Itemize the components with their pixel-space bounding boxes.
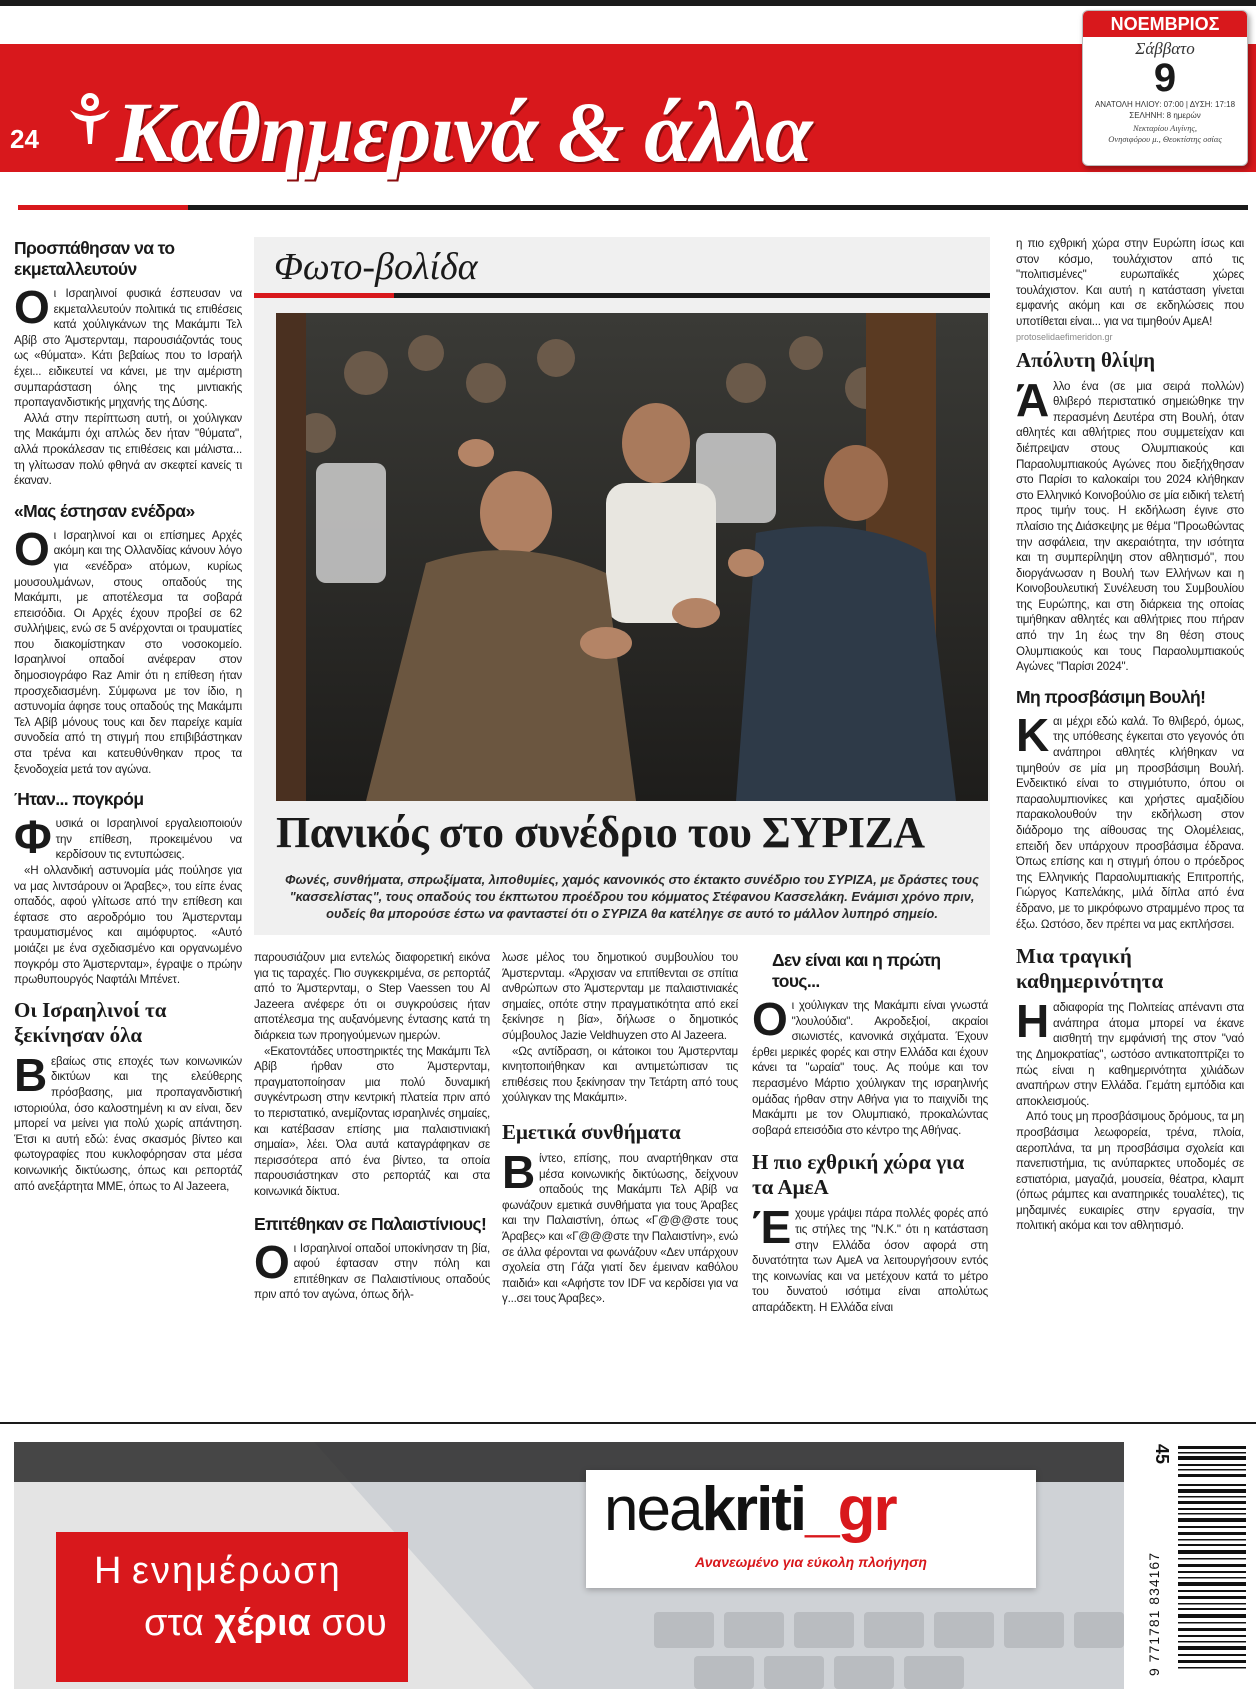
paragraph-text: ι χούλιγκαν της Μακάμπι είναι γνωστά "λουλούδια". Ακροδεξιοί, ακραίοι σιωνιστές, κανονικά σιχάματα. Έχουν έρθει μερικές φορές και στην Ελλάδα και έχουν κάνει τα "ωραία" τους. Ας πούμε και τον περασμένο Μάρτιο χούλιγκαν της ισραηλινής ομάδας ήρθαν στην Αθήνα για το παιχνίδι της Μακάμπι με τον Ολυμπιακό, προκαλώντας σοβαρά επεισόδια στο κέντρο της Αθήνας. [752,999,988,1137]
ad-slogan-line-2 [144,1602,387,1645]
ad-text: ενημέρωση [132,1550,342,1592]
paragraph-text: αι μέχρι εδώ καλά. Το θλιβερό, όμως, της υπόθεσης έγκειται στο γεγονός ότι ανάπηροι αθλητές κλήθηκαν να τιμηθούν σε μία μη προσβάσιμη Βουλή. Ενδεικτικό είναι το στιγμιότυπο, όπου οι παραολυμπιονίκες και χρήστες αμαξιδίου παρακολουθούν την εκδήλωση στον διάδρομο της αίθουσας της Ολομέλειας, επειδή δεν υπάρχουν προσβάσιμα έδρανα. Όπως επίσης και η στιγμή όπου ο πρόεδρος της Ελληνικής Παραολυμπιακής Επιτροπής, Γιώργος Καπελάκης, μιλά δίπλα από ένα έδρανο, με το μικρόφωνο στραμμένο προς τα έξω. Ωστόσο, δεν πρέπει να μας εκπλήσσει. [1016,714,1244,931]
barcode-number: 9 771781 834167 [1146,1552,1162,1676]
barcode [1142,1440,1252,1680]
article-paragraph [254,1235,490,1303]
article-heading: Ήταν... πογκρόμ [14,789,144,810]
calendar-moon: ΣΕΛΗΝΗ: 8 ημερών [1129,111,1201,120]
drop-cap: Ο [752,993,788,1045]
article-paragraph [14,1048,242,1194]
paragraph-text: ι Ισραηλινοί και οι επίσημες Αρχές ακόμη και της Ολλανδίας κάνουν λόγο για «ενέδρα» ατόμων, κυρίως μουσουλμάνων, στους οπαδούς της Μακάμπι, με αποτέλεσμα τα σοβαρά επεισόδια. Οι Αρχές έχουν προβεί σε 62 συλλήψεις, ενώ σε 5 ανέρχονται οι τραυματίες που διακομίστηκαν στο νοσοκομείο. Ισραηλινοί οπαδοί ανέφεραν στον δημοσιογράφο Raz Amir ότι η επίθεση ήταν προσχεδιασμένη. Σύμφωνα με τον ίδιο, η αστυνομία άφησε τους οπαδούς της Μακάμπι Τελ Αβίβ μόνους τους και δεν παρείχε καμία συνοδεία από τη στιγμή που επιβιβάστηκαν στα τρένα και κατευθύνθηκαν προς τα ξενοδοχεία μετά τον αγώνα. [14,528,242,776]
paragraph-text: ι Ισραηλινοί οπαδοί υποκίνησαν τη βία, αφού έφτασαν στην πόλη και επιτέθηκαν σε Παλαιστίνιους οπαδούς πριν από τον αγώνα, όπως δήλ- [254,1241,490,1302]
drop-cap: Β [502,1145,536,1198]
feature-headline: Πανικός στο συνέδριο του ΣΥΡΙΖΑ [276,808,925,857]
watermark-text: protoselidaefimeridon.gr [1016,331,1113,342]
header-rule-red [18,205,188,210]
article-heading: Εμετικά συνθήματα [502,1119,681,1144]
news-photo [276,313,988,801]
drop-cap: Β [14,1048,48,1101]
advertisement[interactable] [14,1442,1124,1689]
drop-cap: Φ [14,811,52,864]
calendar-saints-line-2: Ονησιφόρου μ., Θεοκτίστης οσίας [1108,134,1222,144]
date-calendar-box [1082,10,1248,166]
ad-text: Η [94,1550,132,1592]
ad-text: σου [310,1602,387,1644]
drop-cap: Ο [14,281,50,333]
article-paragraph [1016,708,1244,932]
paragraph-text: αδιαφορία της Πολιτείας απέναντι στα ανάπηρα άτομα μπορεί να έκανε αισθητή την εμφάνισή της στον "ναό της Δημοκρατίας", ωστόσο αντικατοπτρίζει το πώς είναι η καθημερινότητα χιλιάδων αναπήρων στην Ελλάδα. Γεμάτη εμπόδια και αποκλεισμούς. [1016,1001,1244,1108]
calendar-saints-line-1: Νεκταρίου Αιγίνης, [1133,123,1197,133]
left-column [14,238,242,1418]
article-heading: Απόλυτη θλίψη [1016,347,1156,372]
column-2 [254,950,490,1420]
ad-brand-box[interactable] [586,1470,1036,1588]
ad-brand-logo [604,1474,896,1545]
calendar-saints [1083,123,1247,145]
article-heading: «Μας έστησαν ενέδρα» [14,500,195,521]
article-heading: Δεν είναι και η πρώτη τους... [772,950,941,991]
article-heading: Οι Ισραηλινοί τα ξεκίνησαν όλα [14,997,167,1047]
article-paragraph: παρουσιάζουν μια εντελώς διαφορετική εικόνα για τις ταραχές. Πιο συγκεκριμένα, σε ρεπορτάζ από το Άμστερνταμ, ο Step Vaessen του Al Jazeera ανέφερε ότι οι συγκρούσεις ήταν αποτέλεσμα της αυξανόμενης έντασης κατά τη διάρκεια των προηγούμενων ημερών. [254,951,490,1042]
header-top-rule [0,0,1256,6]
section-title: Καθημερινά & άλλα [116,84,812,180]
right-column [1016,236,1244,1420]
calendar-month: ΝΟΕΜΒΡΙΟΣ [1083,11,1247,37]
header-rule-black [188,205,1248,210]
paragraph-text: λλο ένα (σε μια σειρά πολλών) θλιβερό περιστατικό σημειώθηκε την περασμένη Δευτέρα στη Βουλή, όταν αθλητές και αθλήτριες που συμμετείχαν και διέπρεψαν στους Ολυμπιακούς και Παραολυμπιακούς Αγώνες που διεξήχθησαν στο Παρίσι το καλοκαίρι του 2024 κλήθηκαν στο Ελληνικό Κοινοβούλιο σε μία ειδική τελετή προς τιμήν τους. Η εκδήλωση έγινε στο πλαίσιο της Διάσκεψης με θέμα "Προωθώντας την ασφάλεια, την ακεραιότητα, την ισότητα και τη συμπερίληψη στον αθλητισμό", που διοργάνωσαν η Βουλή των Ελλήνων και η Κοινοβουλευτική Συνέλευση του Συμβουλίου της Ευρώπης, και στη διάρκεια της οποίας τιμήθηκαν αθλητές και αθλήτριες που πήραν από την 1η έως την 8η θέση στους Ολυμπιακούς και τους Παραολυμπιακούς Αγώνες "Παρίσι 2024". [1016,379,1244,674]
article-paragraph: η πιο εχθρική χώρα στην Ευρώπη ίσως και στον κόσμο, τουλάχιστον από τις "πολιτισμένες" ευρωπαϊκές χώρες τουλάχιστον. Και αυτή η κατάσταση γίνεται εμφανής ακόμη και σε εκδηλώσεις που υποτίθεται είναι... για να τιμηθούν ΑμεΑ! [1016,237,1244,328]
ad-tagline: Ανανεωμένο για εύκολη πλοήγηση [695,1554,927,1570]
column-4 [752,950,988,1420]
drop-cap: Ο [14,522,50,575]
article-paragraph [752,993,988,1138]
article-paragraph: λωσε μέλος του δημοτικού συμβουλίου του Άμστερνταμ. «Άρχισαν να επιτίθενται σε σπίτια ανθρώπων στο Άμστερνταμ με παλαιστινιακές σημαίες, οπότε στην πραγματικότητα από εκεί ξεκίνησε η βία», δήλωσε ο δημοτικός σύμβουλος Jazie Veldhuyzen στο Al Jazeera. [502,951,738,1042]
newspaper-logo-icon [64,88,116,148]
ad-slogan-line-1 [94,1550,342,1593]
feature-kicker: Φωτο-βολίδα [274,246,478,288]
ad-text: χέρια [214,1602,311,1644]
drop-cap: Ο [254,1235,290,1288]
brand-part: nea [604,1475,702,1544]
article-paragraph: Από τους μη προσβάσιμους δρόμους, τα μη προσβάσιμα λεωφορεία, τρένα, πλοία, αεροπλάνα, τα μη προσβάσιμα σχολεία και πανεπιστήμια, τις ανύπαρκτες υποδομές σε εστιατόρια, μαγαζιά, μουσεία, θέατρα, κλαμπ (όπως ράμπες και αναπηρικές τουαλέτες), τις μηδαμινές ευκαιρίες στην εργασία, την πολιτική ακόμα και τον αθλητισμό. [1016,1110,1244,1233]
article-paragraph [752,1201,988,1315]
crowd-scuffle-photo [276,313,988,801]
drop-cap: Έ [752,1201,792,1254]
article-paragraph: Αλλά στην περίπτωση αυτή, οι χούλιγκαν της Μακάμπι όχι απλώς δεν ήταν "θύματα", αλλά προκάλεσαν τις επιθέσεις και μάλιστα... τη γλίτωσαν πολύ φθηνά αν σκεφτεί κανείς τι έκαναν. [14,411,242,488]
photo-caption: Φωνές, συνθήματα, σπρωξίματα, λιποθυμίες, χαμός κανονικός στο έκτακτο συνέδριο του ΣΥΡΙΖΑ, με δράστες τους "κασσελίστας", τους οπαδούς του έκπτωτου προέδρου του κόμματος Στέφανου Κασσελάκη. Ενάμισι χρόνο πριν, ουδείς θα μπορούσε έστω να φανταστεί ότι ο ΣΥΡΙΖΑ θα κατέληγε σε αυτό το μάλλον λυπηρό σημείο. [285,872,979,921]
article-paragraph [14,811,242,864]
calendar-day-number: 9 [1153,56,1177,100]
kicker-rule-red [254,293,394,298]
article-paragraph [14,522,242,778]
article-heading: Μη προσβάσιμη Βουλή! [1016,686,1206,707]
calendar-day-name: Σάββατο [1135,39,1195,58]
barcode-issue-number: 45 [1152,1444,1172,1465]
drop-cap: Η [1016,995,1050,1048]
article-heading: Προσπάθησαν να το εκμεταλλευτούν [14,238,175,279]
brand-part: _gr [805,1475,896,1544]
article-paragraph [1016,995,1244,1109]
page-number: 24 [10,124,39,154]
article-paragraph: «Η ολλανδική αστυνομία μάς πούλησε για να μας λιντσάρουν οι Άραβες», του είπε ένας οπαδός, αφού γλίτωσε από την επίθεση και έφτασε στο αεροδρόμιο του Άμστερνταμ τραυματισμένος και αιμόφυρτος. «Αυτό μοιάζει με ένα σχεδιασμένο και οργανωμένο πογκρόμ στο Άμστερνταμ», έγραψε ο πρώην πρωθυπουργός Ναφτάλι Μπένετ. [14,864,242,987]
paragraph-text: ίντεο, επίσης, που αναρτήθηκαν στα μέσα κοινωνικής δικτύωσης, δείχνουν οπαδούς της Μακάμπι Τελ Αβίβ να φωνάζουν εμετικά συνθήματα για τους Άραβες και την Παλαιστίνη, όπως «Γ@@@στε τους Άραβες» και «Γ@@@στε την Παλαιστίνη», ενώ σε άλλα φέρονται να φωνάζουν «Δεν υπάρχουν σχολεία στη Γάζα γιατί δεν έμειναν καθόλου παιδιά» και «Αφήστε τον IDF να κερδίσει για να γ...σει τους Άραβες». [502,1151,738,1306]
paragraph-text: χουμε γράψει πάρα πολλές φορές από τις στήλες της "Ν.Κ." ότι η κατάσταση στην Ελλάδα όσον αφορά στη δυνατότητα των ΑμεΑ να λειτουργήσουν εντός της κοινωνίας και να μετέχουν κατά το μέτρο του δυνατού ισότιμα είναι απολύτως απαράδεκτη. Η Ελλάδα είναι [752,1207,988,1314]
article-paragraph [14,281,242,411]
kicker-rule-black [394,293,990,298]
paragraph-text: υσικά οι Ισραηλινοί εργαλειοποιούν την επίθεση, προκειμένου να κερδίσουν τις εντυπώσεις. [55,817,242,862]
article-paragraph: «Ως αντίδραση, οι κάτοικοι του Άμστερνταμ κινητοποιήθηκαν και αντιμετώπισαν τις επιθέσεις που ξεκίνησαν την Τετάρτη από τους χούλιγκαν της Μακάμπι». [502,1044,738,1105]
calendar-sun-times: ΑΝΑΤΟΛΗ ΗΛΙΟΥ: 07:00 | ΔΥΣΗ: 17:18 [1094,100,1236,109]
article-heading: Επιτέθηκαν σε Παλαιστίνιους! [254,1213,487,1234]
paragraph-text: ι Ισραηλινοί φυσικά έσπευσαν να εκμεταλλευτούν πολιτικά τις επιθέσεις κατά χούλιγκάνων της Μακάμπι Τελ Αβίβ στο Άμστερνταμ, παρουσιάζοντάς τους ως «θύματα». Κάτι βεβαίως που το Ισραήλ έχει... ειδικευτεί να κάνει, με την αμέριστη συμπαράσταση όλης της μιντιακής προπαγανδιστικής μηχανής της Δύσης. [14,287,242,410]
column-3 [502,950,738,1420]
drop-cap: Ά [1016,373,1050,426]
article-heading: Η πιο εχθρική χώρα για τα ΑμεΑ [752,1150,965,1200]
page-header [0,0,1256,200]
article-paragraph [1016,373,1244,675]
photo-feature-box [254,237,990,935]
brand-part: kriti [701,1475,806,1544]
article-paragraph: «Εκατοντάδες υποστηρικτές της Μακάμπι Τελ Αβίβ ήρθαν στο Άμστερνταμ, πραγματοποίησαν μια πολύ δυναμική συγκέντρωση στην κεντρική πλατεία πριν από το περιστατικό, ανεμίζοντας ισραηλινές σημαίες, και κατέβασαν επίσης μια παλαιστινιακή σημαία», λέει. Όλα αυτά καταγράφηκαν σε περισσότερα από ένα βίντεο, τα οποία παρουσιάστηκαν στο ρεπορτάζ και στα κοινωνικά δίκτυα. [254,1044,490,1198]
ad-top-rule [0,1422,1256,1424]
drop-cap: Κ [1016,708,1050,761]
ad-text: στα [144,1602,215,1644]
article-heading: Μια τραγική καθημερινότητα [1016,944,1164,994]
paragraph-text: εβαίως στις εποχές των κοινωνικών δικτύων και της ελεύθερης πρόσβασης, μια προπαγανδιστική ιστοριούλα, όσο καλοστημένη κι αν είναι, δεν μπορεί να μείνει για πολύ χωρίς απάντηση. Έτσι κι αυτή εδώ: ένας σκασμός βίντεο και φωτογραφίες που κυκλοφόρησαν στα μέσα κοινωνικής δικτύωσης, όπως και ρεπορτάζ από ανεξάρτητα ΜΜΕ, όπως το Al Jazeera, [14,1054,242,1193]
article-paragraph [502,1145,738,1307]
